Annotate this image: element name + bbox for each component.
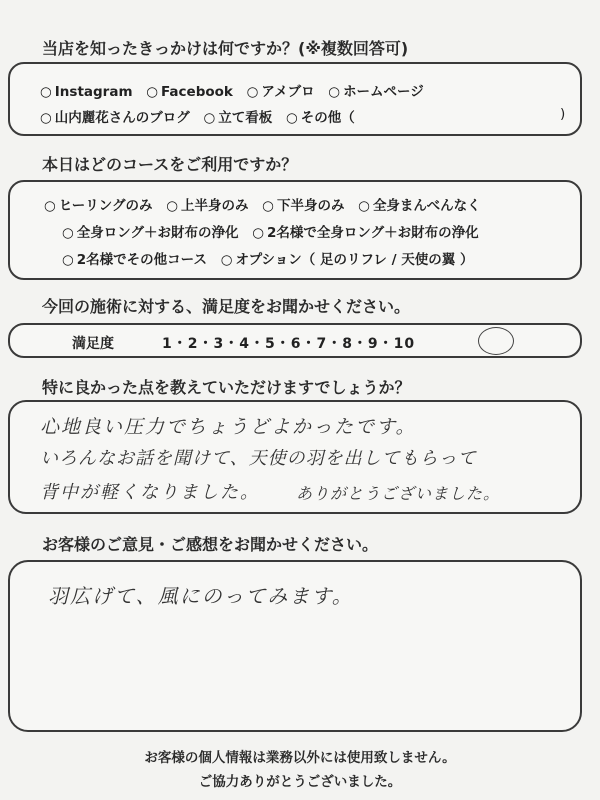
option-other[interactable]: ○ その他（ — [285, 110, 355, 126]
handwritten-line-3a: 背中が軽くなりました。 — [40, 482, 260, 503]
how-found-row-1 — [40, 80, 433, 100]
handwritten-line-3b: ありがとうございました。 — [296, 484, 501, 503]
course-row-3 — [62, 248, 482, 268]
option-homepage[interactable]: ○ ホームページ — [328, 84, 424, 100]
option-pair-other[interactable]: ○ 2名様でその他コース — [62, 252, 207, 268]
selected-rating-circle — [478, 327, 514, 355]
thank-you-note: ご協力ありがとうございました。 — [198, 774, 402, 790]
question-satisfaction: 今回の施術に対する、満足度をお聞かせください。 — [42, 297, 411, 316]
option-upper-body-only[interactable]: ○ 上半身のみ — [166, 198, 249, 214]
handwritten-line-1: 心地良い圧力でちょうどよかったです。 — [40, 416, 417, 438]
option-blog[interactable]: ○ 山内麗花さんのブログ — [40, 110, 190, 126]
other-close-paren: ) — [560, 106, 566, 122]
satisfaction-label: 満足度 — [72, 336, 114, 352]
option-addon[interactable]: ○ オプション（ 足のリフレ / 天使の翼 ） — [220, 252, 474, 268]
handwritten-feedback: 羽広げて、風にのってみます。 — [48, 584, 354, 608]
handwritten-line-2: いろんなお話を聞けて、天使の羽を出してもらって — [40, 448, 477, 469]
privacy-notice: お客様の個人情報は業務以外には使用致しません。 — [144, 750, 456, 766]
option-lower-body-only[interactable]: ○ 下半身のみ — [262, 198, 345, 214]
course-row-2 — [62, 221, 488, 241]
option-facebook[interactable]: ○ Facebook — [146, 84, 233, 100]
course-row-1 — [44, 194, 490, 214]
how-found-row-2 — [40, 106, 364, 126]
option-ameblo[interactable]: ○ アメブロ — [246, 84, 315, 100]
question-good-points: 特に良かった点を教えていただけますでしょうか？ — [42, 378, 411, 397]
option-instagram[interactable]: ○ Instagram — [40, 84, 133, 100]
option-full-body[interactable]: ○ 全身まんべんなく — [358, 198, 481, 214]
option-signboard[interactable]: ○ 立て看板 — [203, 110, 273, 126]
option-healing-only[interactable]: ○ ヒーリングのみ — [44, 198, 153, 214]
option-pair-full-long-wallet[interactable]: ○ 2名様で全身ロング＋お財布の浄化 — [252, 225, 479, 241]
question-feedback: お客様のご意見・ご感想をお聞かせください。 — [42, 535, 379, 554]
satisfaction-scale[interactable]: 1・2・3・4・5・6・7・8・9・10 — [162, 336, 416, 352]
question-how-found: 当店を知ったきっかけは何ですか？(※複数回答可) — [42, 39, 409, 58]
question-course: 本日はどのコースをご利用ですか？ — [42, 155, 298, 174]
option-full-long-wallet[interactable]: ○ 全身ロング＋お財布の浄化 — [62, 225, 239, 241]
